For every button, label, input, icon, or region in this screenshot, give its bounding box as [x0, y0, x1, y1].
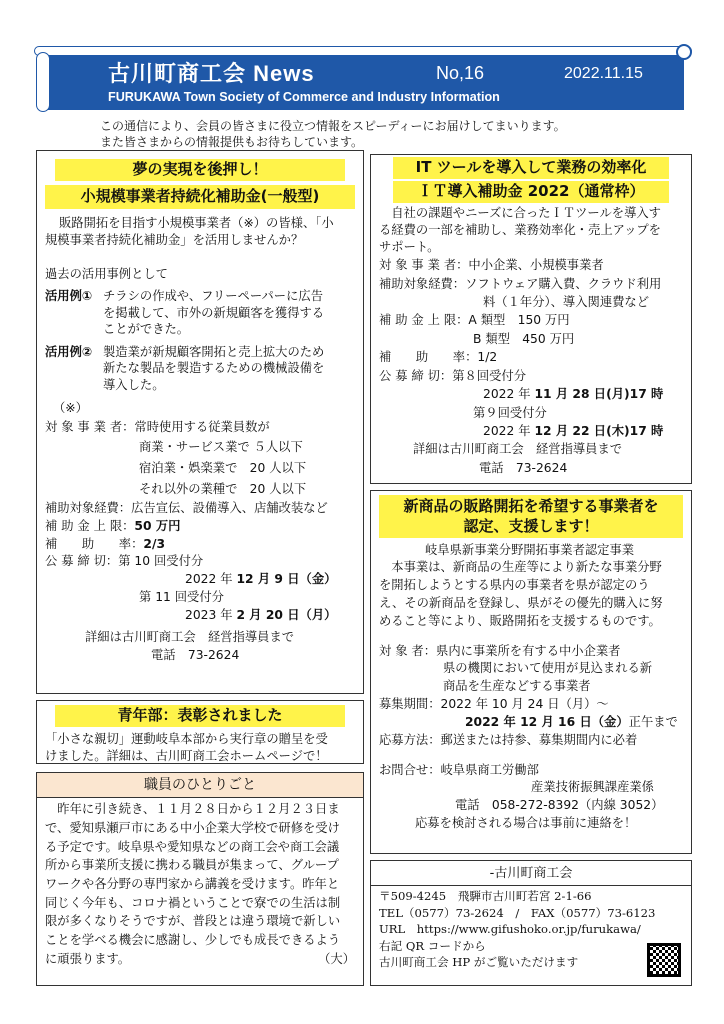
- target-row: 宿泊業・娯楽業で 20 人以下: [139, 461, 307, 476]
- staff-signature: （大）: [318, 951, 355, 966]
- contact-qr-text: 古川町商工会 HP がご覧いただけます: [379, 955, 579, 970]
- product-body: 本事業は、新商品の生産等により新たな事業分野: [379, 560, 662, 575]
- youth-heading: 青年部：表彰されました: [55, 705, 345, 727]
- contact-telfax: TEL（0577）73-2624 / FAX（0577）73-6123: [379, 905, 656, 920]
- product-body: を開拓しようとする県内の事業者を県が認定のう: [379, 578, 650, 593]
- product-inquiry: お問合せ：岐阜県商工労働部: [379, 762, 539, 777]
- staff-line: 同じく今年も、コロナ禍ということで寮での生活は制: [45, 895, 341, 910]
- it-lead: る経費の一部を補助し、業務効率化・売上アップを: [379, 222, 661, 237]
- it-rate: 補 助 率：1/2: [379, 350, 498, 365]
- round9: 第９回受付分: [473, 405, 547, 420]
- subsidy-target: 対 象 事 業 者：常時使用する従業員数が: [45, 420, 270, 435]
- product-heading: 新商品の販路開拓を希望する事業者を 認定、支援します！: [379, 495, 683, 538]
- it-article: [370, 154, 692, 484]
- examples-title: 過去の活用事例として: [45, 267, 168, 282]
- contact-box: [370, 860, 692, 986]
- subsidy-phone: 電話 73-2624: [151, 647, 240, 662]
- staff-line: 昨年に引き続き、１１月２８日から１２月２３日ま: [45, 802, 340, 817]
- staff-line: 所から事業所支援に携わる職員が集まって、グループ: [45, 858, 339, 873]
- example-1: 活用例① チラシの作成や、フリーペーパーに広告 を掲載して、市外の新規顧客を獲得する ことができた。: [45, 288, 325, 337]
- contact-qr-text: 右記 QR コードから: [379, 938, 486, 953]
- youth-body: 「小さな親切」運動岐阜本部から実行章の贈呈を受: [45, 731, 328, 746]
- staff-column: [36, 772, 364, 986]
- it-lead: サポート。: [379, 239, 440, 254]
- staff-line: る予定です。岐阜県や愛知県などの商工会や商工会議: [45, 839, 340, 854]
- intro-line: この通信により、会員の皆さまに役立つ情報をスピーディーにお届けしてまいります。: [100, 119, 566, 133]
- it-limit-b: B 類型 450 万円: [473, 331, 575, 346]
- intro-text: [100, 118, 566, 150]
- it-heading-1: IT ツールを導入して業務の効率化: [393, 157, 669, 179]
- subsidy-article: [36, 150, 364, 694]
- it-expense-cont: 料（１年分）、導入関連費など: [483, 294, 650, 309]
- newsletter-title: 古川町商工会 News: [108, 61, 315, 86]
- subsidy-deadline: 公 募 締 切：第 10 回受付分: [45, 554, 204, 569]
- it-contact: 詳細は古川町商工会 経営指導員まで: [413, 442, 623, 457]
- youth-body: けました。詳細は、古川町商工会ホームページで！: [45, 748, 328, 763]
- product-apply: 応募方法：郵送または持参、募集期間内に必着: [379, 732, 638, 747]
- header-banner: [34, 46, 692, 110]
- contact-url[interactable]: URL https://www.gifushoko.or.jp/furukawa/: [379, 922, 641, 937]
- subsidy-heading-2: 小規模事業者持続化補助金(一般型): [45, 185, 355, 209]
- product-target-cont: 県の機関において使用が見込まれる新: [443, 661, 653, 676]
- product-phone: 電話 058-272-8392（内線 3052）: [455, 798, 664, 813]
- subsidy-heading-1: 夢の実現を後押し！: [55, 159, 345, 181]
- youth-article: [36, 700, 364, 764]
- it-target: 対 象 事 業 者：中小企業、小規模事業者: [379, 258, 604, 273]
- round11-date: 2023 年 2 月 20 日（月）: [185, 607, 337, 622]
- newsletter-subtitle: FURUKAWA Town Society of Commerce and Industry Information: [108, 90, 500, 104]
- subsidy-lead: 販路開拓を目指す小規模事業者（※）の皆様、「小: [59, 215, 334, 230]
- product-target: 対 象 者：県内に事業所を有する中小企業者: [379, 643, 621, 658]
- intro-line: また皆さまからの情報提供もお待ちしています。: [100, 135, 364, 150]
- staff-line: 限が多くなりそうですが、普段とは違う環境で新しい: [45, 914, 341, 929]
- product-period-end: 2022 年 12 月 16 日（金）正午まで: [465, 714, 678, 729]
- it-deadline: 公 募 締 切：第８回受付分: [379, 368, 527, 383]
- subsidy-expense: 補助対象経費：広告宣伝、設備導入、店舗改装など: [45, 500, 328, 515]
- qr-code-icon[interactable]: [647, 943, 681, 977]
- issue-number: No,16: [436, 63, 485, 83]
- staff-line: ワークや各分野の専門家から講義を受けます。昨年と: [45, 877, 340, 892]
- product-note: 応募を検討される場合は事前に連絡を！: [415, 816, 637, 831]
- target-row: それ以外の業種で 20 人以下: [139, 481, 307, 496]
- subsidy-rate: 補 助 率：2/3: [45, 536, 165, 551]
- issue-date: 2022.11.15: [564, 65, 643, 82]
- it-expense: 補助対象経費：ソフトウェア購入費、クラウド利用: [379, 276, 662, 291]
- example-2: 活用例② 製造業が新規顧客開拓と売上拡大のため 新たな製品を製造するための機械設備を 導入した。: [45, 344, 325, 392]
- product-program: 岐阜県新事業分野開拓事業者認定事業: [425, 542, 635, 557]
- product-target-cont: 商品を生産などする事業者: [443, 679, 591, 694]
- it-phone: 電話 73-2624: [479, 460, 568, 475]
- contact-address: 〒509-4245 飛騨市古川町若宮 2-1-66: [379, 889, 592, 904]
- product-inquiry-dept: 産業技術振興課産業係: [531, 780, 654, 795]
- note-mark: （※）: [53, 400, 88, 415]
- scroll-decoration-right: [676, 44, 692, 60]
- subsidy-lead: 規模事業者持続化補助金」を活用しませんか？: [45, 233, 304, 248]
- subsidy-limit: 補 助 金 上 限：50 万円: [45, 518, 181, 533]
- scroll-decoration-top: [34, 46, 692, 56]
- contact-heading: -古川町商工会: [371, 865, 691, 886]
- subsidy-contact: 詳細は古川町商工会 経営指導員まで: [85, 629, 295, 644]
- product-period: 募集期間：2022 年 10 月 24 日（月）～: [379, 697, 609, 712]
- target-row: 商業・サービス業で ５人以下: [139, 440, 303, 455]
- staff-line: で、愛知県瀬戸市にある中小企業大学校で研修を受け: [45, 820, 340, 835]
- staff-line: に頑張ります。: [45, 951, 131, 966]
- round10-date: 2022 年 12 月 9 日（金）: [185, 572, 337, 587]
- round9-date: 2022 年 12 月 22 日(木)17 時: [483, 424, 664, 439]
- it-heading-2: ＩＴ導入補助金 2022（通常枠）: [393, 181, 669, 203]
- round8-date: 2022 年 11 月 28 日(月)17 時: [483, 387, 664, 402]
- staff-line: ことを学べる機会に感謝し、少しでも成長できるよう: [45, 933, 341, 948]
- it-limit: 補 助 金 上 限：A 類型 150 万円: [379, 313, 570, 328]
- product-article: [370, 490, 692, 854]
- product-body: え、その新商品を登録し、県がその優先的購入に努: [379, 595, 663, 610]
- product-body: めること等により、販路開拓を支援するものです。: [379, 613, 661, 628]
- round11: 第 11 回受付分: [139, 590, 224, 605]
- staff-heading: 職員のひとりごと: [37, 773, 363, 798]
- it-lead: 自社の課題やニーズに合ったＩＴツールを導入す: [379, 205, 661, 220]
- scroll-decoration-left: [36, 52, 50, 112]
